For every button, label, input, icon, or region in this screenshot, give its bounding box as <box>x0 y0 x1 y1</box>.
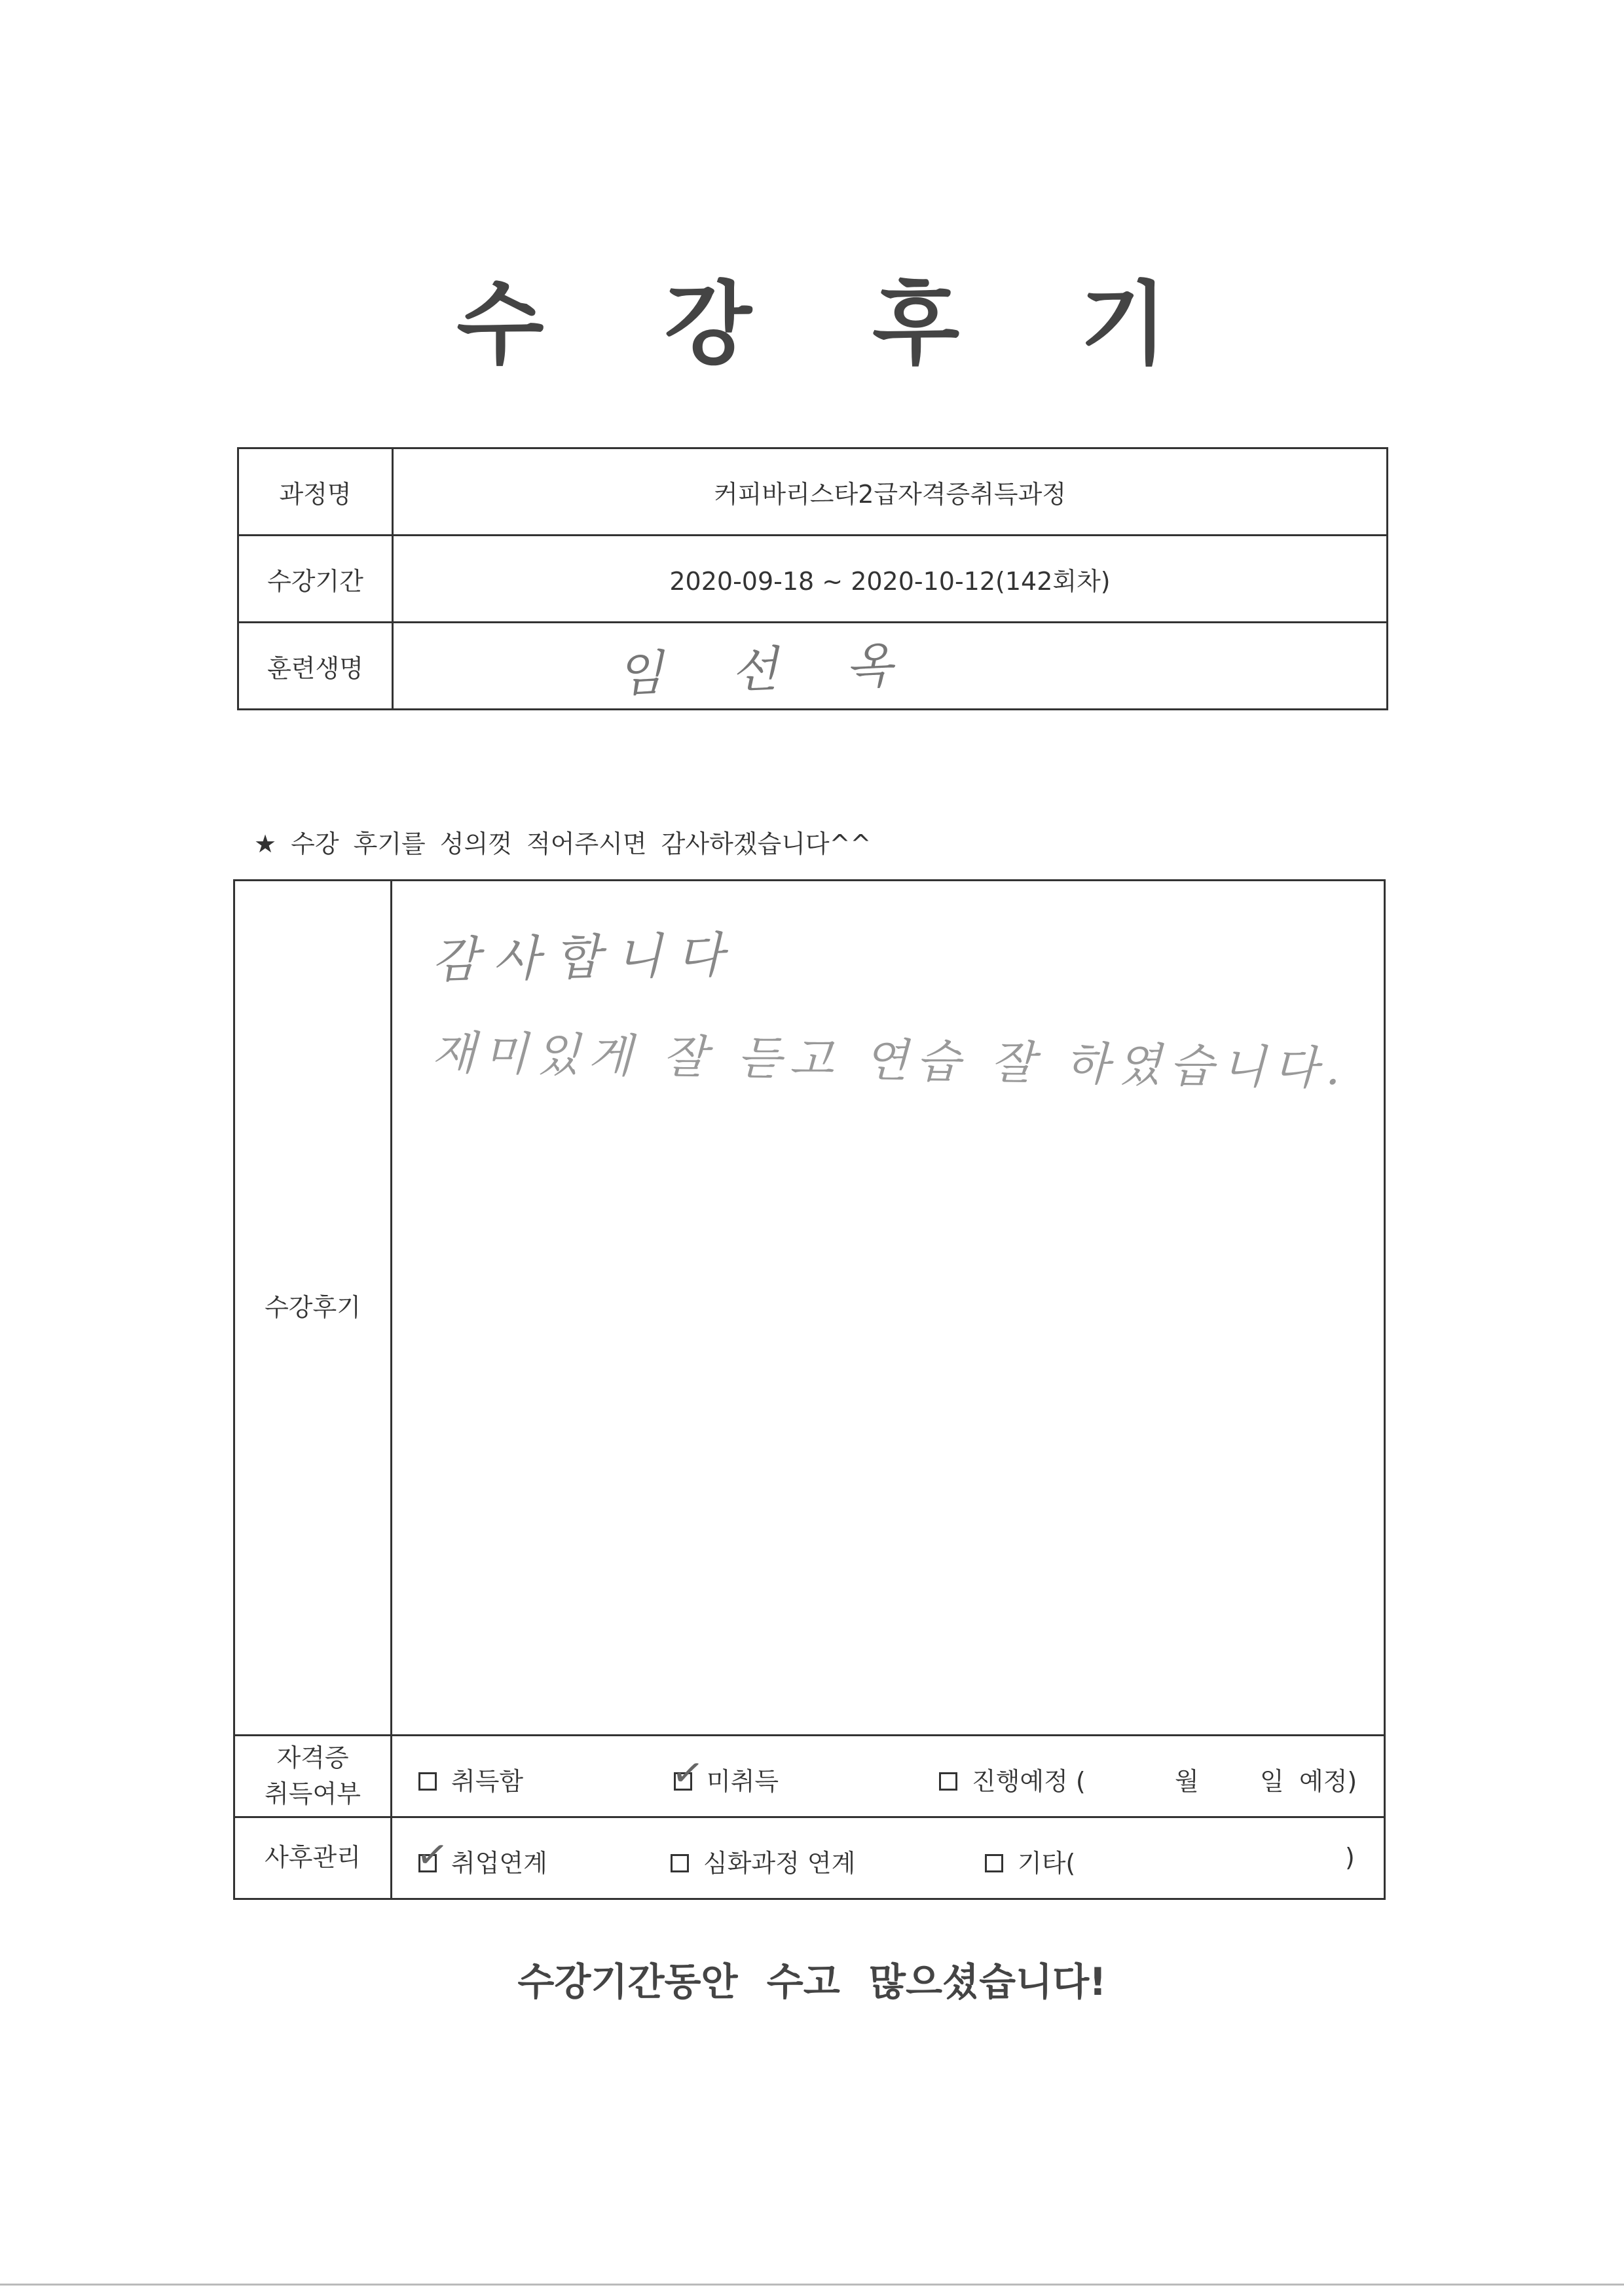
aftercare-option-employment[interactable] <box>413 1830 547 1879</box>
planned-label: 예정) <box>1299 1767 1357 1796</box>
checkbox-icon[interactable] <box>671 1854 689 1872</box>
day-label: 일 <box>1260 1767 1284 1796</box>
aftercare-option-advanced-course[interactable] <box>671 1843 855 1879</box>
course-label: 과정명 <box>238 448 393 536</box>
checkbox-icon[interactable] <box>418 1772 437 1791</box>
certificate-label <box>234 1736 392 1817</box>
option-label: 심화과정 연계 <box>703 1849 856 1878</box>
course-info-table <box>237 447 1388 710</box>
checkbox-icon[interactable] <box>985 1854 1003 1872</box>
checkbox-icon[interactable] <box>939 1772 957 1791</box>
option-label: 취업연계 <box>451 1849 547 1878</box>
aftercare-option-other[interactable] <box>985 1843 1075 1879</box>
certificate-options <box>392 1736 1385 1817</box>
certificate-label-line2: 취득여부 <box>265 1779 361 1808</box>
check-mark-icon: ✓ <box>669 1748 707 1797</box>
option-label: 기타( <box>1018 1849 1076 1878</box>
trainee-label: 훈련생명 <box>238 623 393 710</box>
review-label: 수강후기 <box>234 881 392 1736</box>
checkbox-icon[interactable] <box>413 1830 452 1879</box>
option-label: 미취득 <box>707 1767 779 1796</box>
certificate-option-acquired[interactable] <box>418 1761 523 1797</box>
trainee-name-cell <box>393 623 1388 710</box>
checkbox-icon[interactable] <box>669 1748 707 1797</box>
aftercare-row <box>234 1817 1385 1899</box>
certificate-label-line1: 자격증 <box>276 1743 349 1772</box>
option-label: 진행예정 ( <box>972 1767 1086 1796</box>
period-value: 2020-09-18 ~ 2020-10-12(142회차) <box>393 536 1388 623</box>
certificate-option-not-acquired[interactable] <box>669 1748 779 1797</box>
certificate-option-planned[interactable] <box>939 1761 1086 1797</box>
aftercare-label: 사후관리 <box>234 1817 392 1899</box>
course-row <box>238 448 1388 536</box>
other-close-paren: ) <box>1345 1843 1355 1872</box>
aftercare-options <box>392 1817 1385 1899</box>
notice-text: ★ 수강 후기를 성의껏 적어주시면 감사하겠습니다^^ <box>254 829 872 858</box>
period-row <box>238 536 1388 623</box>
footer-message: 수강기간동안 수고 많으셨습니다! <box>517 1959 1107 2004</box>
certificate-row <box>234 1736 1385 1817</box>
review-row <box>234 881 1385 1736</box>
review-table <box>233 879 1386 1900</box>
review-handwritten-line-2: 재미있게 잘 듣고 연습 잘 하였습니다. <box>431 1025 1349 1096</box>
course-value: 커피바리스타2급자격증취득과정 <box>393 448 1388 536</box>
review-handwritten-line-1: 감사합니다 <box>431 926 739 989</box>
check-mark-icon: ✓ <box>413 1830 452 1879</box>
trainee-name-handwritten: 임 선 옥 <box>615 636 920 704</box>
trainee-row <box>238 623 1388 710</box>
bottom-divider <box>0 2284 1624 2286</box>
page-title: 수 강 후 기 <box>456 272 1212 377</box>
month-label: 월 <box>1175 1767 1199 1796</box>
option-label: 취득함 <box>451 1767 524 1796</box>
period-label: 수강기간 <box>238 536 393 623</box>
review-body <box>392 881 1385 1736</box>
